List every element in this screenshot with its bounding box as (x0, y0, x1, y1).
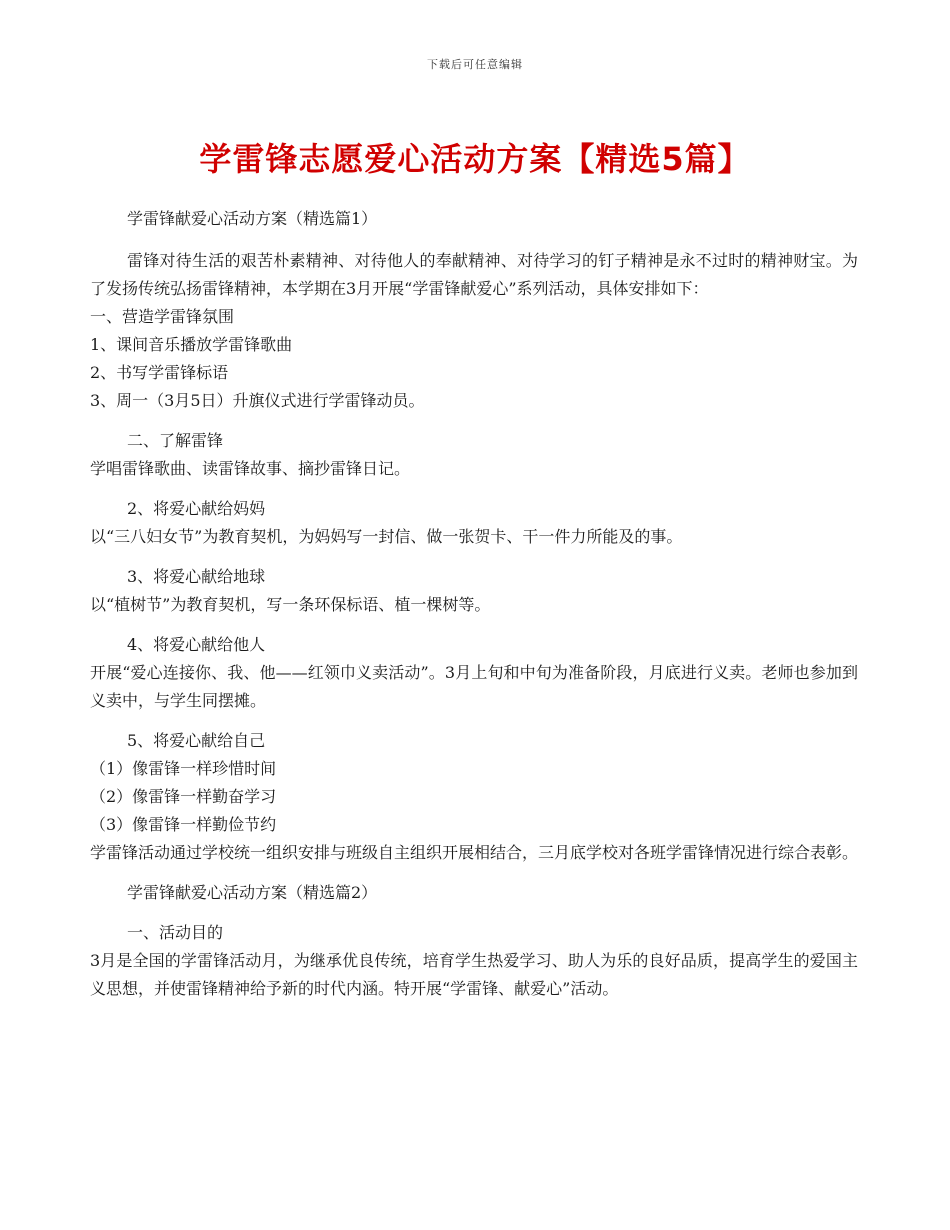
paragraph: （3）像雷锋一样勤俭节约 (90, 815, 277, 834)
paragraph: 3、周一（3月5日）升旗仪式进行学雷锋动员。 (90, 391, 425, 410)
paragraph: 学雷锋活动通过学校统一组织安排与班级自主组织开展相结合，三月底学校对各班学雷锋情况进行综合表彰。 (90, 843, 859, 862)
paragraph: 1、课间音乐播放学雷锋歌曲 (90, 335, 293, 354)
paragraph: 5、将爱心献给自己 (127, 731, 266, 750)
paragraph: 4、将爱心献给他人 (127, 635, 266, 654)
document-title: 学雷锋志愿爱心活动方案【精选5篇】 (199, 140, 751, 178)
paragraph: 3月是全国的学雷锋活动月，为继承优良传统，培育学生热爱学习、助人为乐的良好品质，提高学生的爱国主义思想，并使雷锋精神给予新的时代内涵。特开展“学雷锋、献爱心”活动。 (90, 951, 858, 998)
paragraph: 学唱雷锋歌曲、读雷锋故事、摘抄雷锋日记。 (90, 459, 411, 478)
document-body (90, 205, 858, 1003)
paragraph: 学雷锋献爱心活动方案（精选篇1） (127, 209, 378, 228)
page-header-note: 下载后可任意编辑 (427, 58, 523, 71)
paragraph: 3、将爱心献给地球 (127, 567, 266, 586)
paragraph: 学雷锋献爱心活动方案（精选篇2） (127, 883, 378, 902)
paragraph: 一、活动目的 (127, 923, 224, 942)
paragraph: 2、书写学雷锋标语 (90, 363, 229, 382)
paragraph: 2、将爱心献给妈妈 (127, 499, 266, 518)
paragraph: 二、了解雷锋 (127, 431, 224, 450)
paragraph: （2）像雷锋一样勤奋学习 (90, 787, 277, 806)
paragraph: 雷锋对待生活的艰苦朴素精神、对待他人的奉献精神、对待学习的钉子精神是永不过时的精神财宝。为了发扬传统弘扬雷锋精神，本学期在3月开展“学雷锋献爱心”系列活动，具体安排如下： (90, 251, 858, 298)
paragraph: 开展“爱心连接你、我、他——红领巾义卖活动”。3月上旬和中旬为准备阶段，月底进行义卖。老师也参加到义卖中，与学生同摆摊。 (90, 663, 858, 710)
paragraph: 以“三八妇女节”为教育契机，为妈妈写一封信、做一张贺卡、干一件力所能及的事。 (90, 527, 683, 546)
paragraph: 以“植树节”为教育契机，写一条环保标语、植一棵树等。 (90, 595, 491, 614)
paragraph: （1）像雷锋一样珍惜时间 (90, 759, 277, 778)
paragraph: 一、营造学雷锋氛围 (90, 307, 235, 326)
